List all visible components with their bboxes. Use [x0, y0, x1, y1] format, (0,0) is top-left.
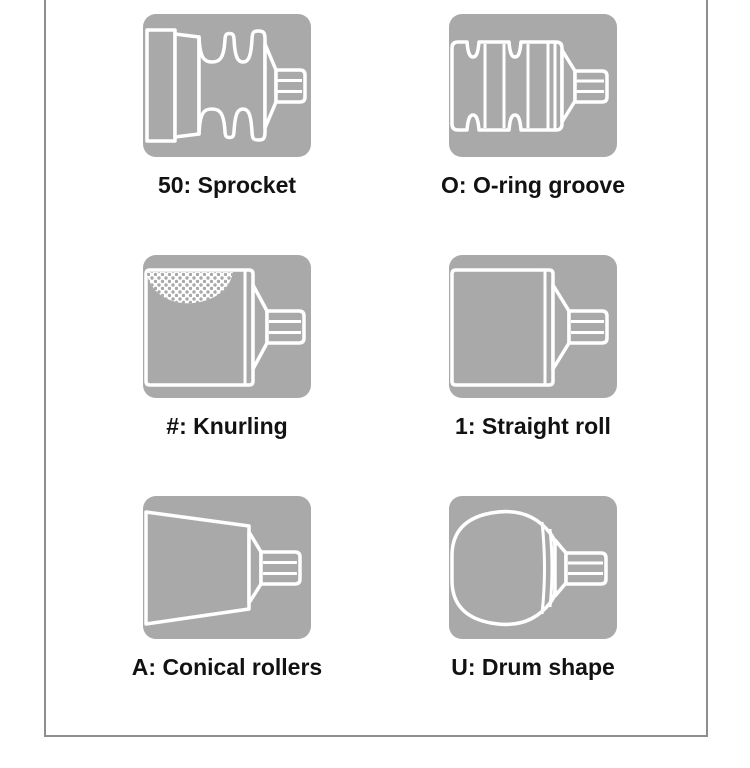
sprocket-roller-icon: [143, 14, 311, 157]
straight-roller-icon: [449, 255, 617, 398]
roller-type-label: 1: Straight roll: [455, 413, 611, 439]
roller-type-grid: [131, 14, 625, 681]
roller-type-label: 50: Sprocket: [157, 172, 297, 198]
oring-groove-roller-icon: [449, 14, 617, 157]
roller-type-item-oring-groove: [441, 14, 625, 199]
drum-roller-icon: [449, 496, 617, 639]
roller-type-item-knurling: [143, 255, 311, 440]
roller-type-item-conical-rollers: [131, 496, 323, 681]
roller-type-label: #: Knurling: [166, 413, 288, 439]
roller-type-label: U: Drum shape: [451, 654, 615, 680]
roller-type-item-sprocket: [143, 14, 311, 199]
knurled-roller-icon: [143, 255, 311, 398]
conical-roller-icon: [143, 496, 311, 639]
roller-type-label: O: O-ring groove: [441, 172, 625, 198]
roller-type-item-straight-roll: [449, 255, 617, 440]
roller-type-label: A: Conical rollers: [131, 654, 323, 680]
roller-type-item-drum-shape: [449, 496, 617, 681]
